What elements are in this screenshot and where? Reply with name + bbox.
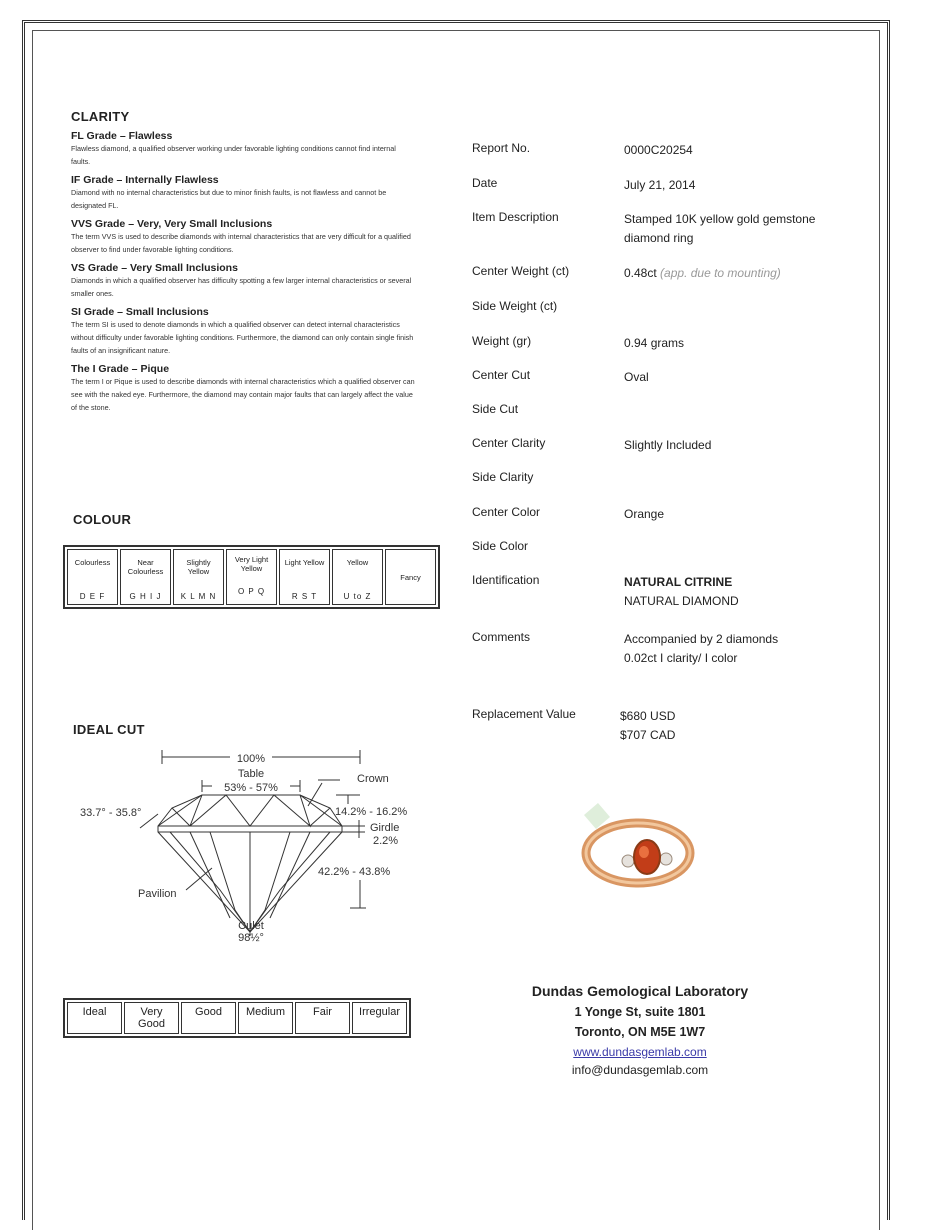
diagram-crown-height: 14.2% - 16.2% <box>335 806 408 818</box>
report-label: Center Weight (ct) <box>472 264 570 278</box>
clarity-grade-name: VS Grade – Very Small Inclusions <box>71 262 238 274</box>
diagram-girdle-pct: 2.2% <box>373 835 399 847</box>
clarity-grade <box>71 363 416 414</box>
report-label: Side Cut <box>472 402 519 416</box>
clarity-grade <box>71 130 416 168</box>
colour-cell-name: Yellow <box>346 558 369 567</box>
report-label: Replacement Value <box>472 707 576 721</box>
colour-cell <box>120 549 171 605</box>
cut-grade-cell: Fair <box>295 1002 350 1034</box>
clarity-grade-desc: Diamonds in which a qualified observer has difficulty spotting a few larger internal characteristics or several smaller ones. <box>71 276 412 298</box>
comments-line-2: 0.02ct I clarity/ I color <box>624 651 738 665</box>
clarity-grade-desc: The term VVS is used to describe diamonds with internal characteristics that are very difficult for a qualified observer to find under favorable lighting conditions. <box>71 232 411 254</box>
diagram-table-label: Table <box>237 768 265 780</box>
diagram-girdle-label: Girdle <box>370 822 400 834</box>
report-label: Side Color <box>472 539 529 553</box>
diagram-pavilion-label: Pavilion <box>138 888 177 900</box>
colour-cell-grades: D E F <box>79 592 106 601</box>
report-label: Date <box>472 176 498 190</box>
lab-info <box>470 983 810 1077</box>
clarity-grade-desc: The term I or Pique is used to describe diamonds with internal characteristics which a qualified observer can see with the naked eye. Furthermore, the diamond may contain major faults that can largely affect the value of the stone. <box>71 377 415 412</box>
clarity-grades <box>71 124 416 414</box>
diamond-cut-diagram <box>60 740 440 960</box>
colour-title: COLOUR <box>73 512 132 527</box>
clarity-grade-name: FL Grade – Flawless <box>71 130 173 142</box>
colour-scale-table <box>63 545 440 609</box>
clarity-title: CLARITY <box>71 109 130 124</box>
report-value: Oval <box>624 370 649 384</box>
clarity-grade-desc: The term SI is used to denote diamonds in which a qualified observer can detect internal characteristics without difficulty under favorable lighting conditions. Furthermore, the diamond can only contain single finish faults of an insignificant nature. <box>71 320 414 355</box>
colour-cell-name: Colourless <box>74 558 111 567</box>
identification-secondary: NATURAL DIAMOND <box>624 594 739 608</box>
center-weight-value: 0.48ct <box>624 266 657 280</box>
diagram-culet-angle: 98½° <box>238 932 264 944</box>
clarity-grade-name: SI Grade – Small Inclusions <box>71 306 209 318</box>
colour-cell-grades: K L M N <box>180 592 217 601</box>
colour-cell-grades: R S T <box>291 592 318 601</box>
lab-address-1: 1 Yonge St, suite 1801 <box>574 1005 706 1019</box>
cut-grade-cell: Medium <box>238 1002 293 1034</box>
cut-grade-cell: Good <box>181 1002 236 1034</box>
report-label: Side Weight (ct) <box>472 299 558 313</box>
report-label: Report No. <box>472 141 531 155</box>
diagram-pavilion-depth: 42.2% - 43.8% <box>318 866 391 878</box>
lab-website-link[interactable]: www.dundasgemlab.com <box>573 1045 707 1059</box>
lab-address-2: Toronto, ON M5E 1W7 <box>574 1025 706 1039</box>
report-value <box>624 573 864 611</box>
diagram-table-range: 53% - 57% <box>224 782 278 794</box>
clarity-grade <box>71 218 416 256</box>
diagram-culet-label: Culet <box>238 920 264 932</box>
replacement-value-cad: $707 CAD <box>620 728 676 742</box>
report-value: Orange <box>624 507 665 521</box>
colour-cell-name: Light Yellow <box>284 558 325 567</box>
colour-cell <box>332 549 383 605</box>
cut-grade-cell: Ideal <box>67 1002 122 1034</box>
colour-cell-name: Near Colourless <box>127 558 164 576</box>
lab-name: Dundas Gemological Laboratory <box>531 983 749 999</box>
report-value: July 21, 2014 <box>624 178 696 192</box>
report-label: Identification <box>472 573 540 587</box>
clarity-grade <box>71 174 416 212</box>
report-value: 0.94 grams <box>624 336 685 350</box>
diagram-width-label: 100% <box>236 753 266 765</box>
center-weight-note: (app. due to mounting) <box>660 266 781 280</box>
report-label: Side Clarity <box>472 470 534 484</box>
colour-cell-grades: U to Z <box>343 592 372 601</box>
comments-line-1: Accompanied by 2 diamonds <box>624 632 779 646</box>
colour-cell-name: Very Light Yellow <box>234 555 269 573</box>
report-value: Stamped 10K yellow gold gemstone diamond ring <box>624 212 816 245</box>
colour-cell <box>279 549 330 605</box>
diagram-crown-label: Crown <box>357 773 389 785</box>
ideal-cut-title: IDEAL CUT <box>73 722 145 737</box>
clarity-grade-name: The I Grade – Pique <box>71 363 170 375</box>
diagram-crown-angle: 33.7° - 35.8° <box>80 807 142 819</box>
cut-grade-table <box>63 998 411 1038</box>
replacement-value-usd: $680 USD <box>620 709 676 723</box>
report-value <box>624 630 864 668</box>
report-label: Comments <box>472 630 531 644</box>
ring-photo <box>570 795 710 905</box>
identification-primary: NATURAL CITRINE <box>624 575 733 589</box>
colour-cell <box>67 549 118 605</box>
report-value <box>624 264 864 283</box>
colour-cell-fancy: Fancy <box>385 549 436 605</box>
cut-grade-cell: Very Good <box>124 1002 179 1034</box>
lab-email[interactable]: info@dundasgemlab.com <box>571 1063 709 1077</box>
report-label: Item Description <box>472 210 559 224</box>
clarity-grade-name: IF Grade – Internally Flawless <box>71 174 219 186</box>
report-label: Center Color <box>472 505 541 519</box>
cut-grade-cell: Irregular <box>352 1002 407 1034</box>
clarity-grade-desc: Diamond with no internal characteristics but due to minor finish faults, is not flawless and cannot be designated FL. <box>71 188 387 210</box>
clarity-grade-desc: Flawless diamond, a qualified observer working under favorable lighting conditions cannot find internal faults. <box>71 144 396 166</box>
clarity-grade-name: VVS Grade – Very, Very Small Inclusions <box>71 218 273 230</box>
colour-cell-grades: O P Q <box>237 587 266 596</box>
report-value: Slightly Included <box>624 438 712 452</box>
report-value: 0000C20254 <box>624 143 693 157</box>
report-label: Center Cut <box>472 368 531 382</box>
colour-cell-grades: G H I J <box>129 592 162 601</box>
colour-cell-name: Slightly Yellow <box>186 558 211 576</box>
report-label: Center Clarity <box>472 436 546 450</box>
colour-cell <box>173 549 224 605</box>
clarity-grade <box>71 306 416 357</box>
report-value <box>620 707 860 745</box>
clarity-grade <box>71 262 416 300</box>
colour-cell <box>226 549 277 605</box>
report-label: Weight (gr) <box>472 334 532 348</box>
